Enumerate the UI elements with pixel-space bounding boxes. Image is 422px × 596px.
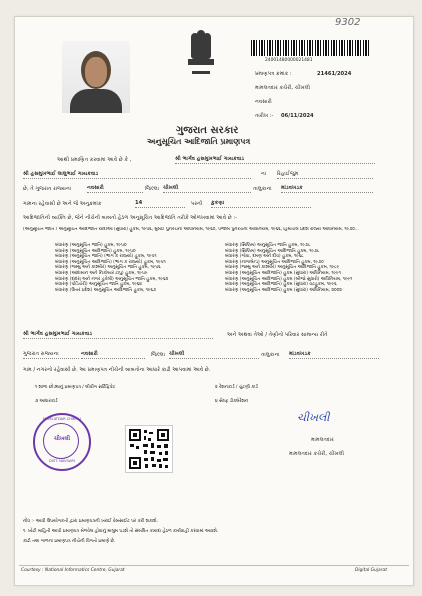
order-item: બંધારણ (આંદામાન અને નિકોબાર ટાપુ) હુકમ, ૧૯૫૯ [55, 270, 148, 276]
village-value: માંડવખડક [281, 185, 373, 193]
taluka-label: તાલુકાના [253, 186, 272, 192]
tribe-name: કુકણા [211, 200, 311, 208]
residence-taluka-label: તાલુકાના [261, 352, 280, 358]
order-item: બંધારણ (અનુસૂચિત જાતિ) હુકમ, ૧૯૫૦ [55, 243, 127, 248]
orders-left-list [55, 243, 225, 293]
footer-courtesy: Courtesy : National Informatics Centre, Gujarat [21, 568, 125, 573]
order-item: બંધારણ (જમ્મુ અને કાશ્મીર) અનુસૂચિત આદિજાતિ હુકમ, ૧૯૮૯ [225, 265, 340, 271]
order-item: બંધારણ (અનુસૂચિત આદિજાતિ) હુકમ, ૧૯૫૦ [55, 248, 136, 254]
orders-right-list [225, 243, 405, 293]
cert-number-label: પ્રમાણપત્ર ક્રમાંક : [255, 71, 292, 77]
person-name: શ્રી ભાર્ગવ હસમુખભાઈ ગાયકવાડ [23, 331, 213, 339]
order-item: બંધારણ (ઉત્તર પ્રદેશ) અનુસૂચિત આદિજાતિ હુકમ, ૧૯૬૭ [55, 287, 156, 293]
order-item: બંધારણ (અનુસૂચિત આદિજાતિ) હુકમ (સુધારા) અધિનિયમ, ૨૦૦૨ [225, 287, 342, 293]
cert-number: 21461/2024 [317, 71, 352, 77]
order-item: બંધારણ (સિક્કિમ) અનુસૂચિત જાતિ હુકમ, ૧૯૭૮ [225, 243, 311, 248]
handwritten-number: 9302 [335, 17, 361, 28]
order-item: બંધારણ (સિક્કિમ) અનુસૂચિત આદિજાતિ હુકમ, ૧૯૭૮ [225, 248, 320, 254]
document-item: ૩ આધારકાર્ડ [35, 399, 58, 404]
document-item: ૪ સેલ્ફ ડીક્લેરેશન [215, 399, 249, 404]
district-value: નવસારી [87, 185, 143, 193]
residence-intro: ગુજરાત રાજ્યના [23, 351, 79, 359]
note-line: નોંધ :- આવી ઉપયોગકર્તા દ્વારા પ્રમાણપત્રની ખરાઈ વેબસાઈટ પર કરી શકાશે. [23, 519, 158, 524]
officer-signature: ચીખલી [297, 411, 330, 424]
order-item: બંધારણ (અનુસૂચિત આદિજાતિ) હુકમ (સુધારા) વટહુકમ, ૧૯૯૬ [225, 282, 337, 288]
date-label: તારીખ :- [255, 113, 274, 119]
official-seal: MAMLATDAR CHIKHLI ચીખલી DIST. NAVSARI [33, 413, 91, 471]
person-suffix: અને અથવા તેઓ / તેણીનો પરિવાર સામાન્ય રીતે [227, 332, 328, 338]
order-item: બંધારણ (અનુસૂચિત આદિજાતિ) હુકમ (બીજો સુધારો) અધિનિયમ, ૧૯૯૧ [225, 276, 353, 282]
line5-text: આદિજાતિની વ્યક્તિ છે, જેને નીચેની બાબતો હેઠળ અનુસૂચિત આદિજાતિ તરીકે ઓળખવામાં આવે છે :- [23, 215, 238, 221]
line4-intro: ગામના રહેવાસી છે અને જે અનુક્રમાંક [23, 201, 102, 207]
footer-digital-gujarat: Digital Gujarat [355, 568, 387, 573]
certificate-title: ગુજરાત સરકાર [176, 125, 239, 136]
order-item: બંધારણ (પોંડિચેરી) અનુસૂચિત જાતિ હુકમ, ૧૯૬૪ [55, 282, 142, 288]
issue-date: 06/11/2024 [281, 113, 314, 119]
residence-district-label: જિલ્લા [151, 352, 165, 358]
document-item: ૨ રેશનકાર્ડ / ચુંટણી કાર્ડ [215, 385, 258, 390]
document-item: ૧ શાળા છોડ્યાનું પ્રમાણપત્ર / લીવીંગ સર્ટિફિકેટ [35, 385, 116, 390]
order-item: બંધારણ (જમ્મુ અને કાશ્મીર) અનુસૂચિત જાતિ હુકમ, ૧૯૫૬ [55, 265, 161, 271]
serial-number: 14 [135, 200, 185, 208]
barcode-number: 24001480000021481 [265, 58, 313, 63]
residence-statement: ગામ / નગરનો રહેવાસી છે. આ પ્રમાણપત્ર નીચેની બાબતોના આધારે કાઢી આપવામાં આવે છે. [23, 367, 211, 373]
issuing-office: મામલતદાર કચેરી, ચીખલી [255, 85, 311, 91]
applicant-name: શ્રી ભાર્ગવ હસમુખભાઈ ગાયકવાડ [175, 156, 375, 164]
order-item: બંધારણ (દાદરા અને નગર હવેલી) અનુસૂચિત જાતિ હુકમ, ૧૯૬૨ [55, 276, 169, 282]
line3-intro: છે, તે ગુજરાત રાજ્યના [23, 186, 72, 192]
residence-taluka: ચીખલી [169, 351, 259, 359]
issuing-district: નવસારી [255, 99, 272, 105]
barcode [251, 40, 369, 56]
line1-intro: આથી પ્રમાણિત કરવામાં આવે છે કે , [57, 157, 132, 163]
order-item: બંધારણ (ગોવા, દમણ અને દીવ) હુકમ, ૧૯૬૮ [225, 254, 304, 260]
taluka-value: ચીખલી [163, 185, 251, 193]
note-line: કાઢી તથા ગાળના પ્રમાણપત્ર નીચેની વિગતો પ્રમાણે છે. [23, 539, 116, 544]
certificate-subtitle: અનુસૂચિત આદિજાતિ પ્રમાણપત્ર [147, 137, 251, 146]
line4-connector: પરની [191, 201, 203, 207]
line2-connector: ના [261, 171, 267, 177]
order-item: બંધારણ (અનુસૂચિત જાતિ) (ભાગ ક રાજ્યો) હુકમ, ૧૯૫૧ [55, 254, 157, 260]
district-label: જિલ્લા [145, 186, 159, 192]
order-item: બંધારણ (અનુસૂચિત આદિજાતિ) હુકમ (સુધારા) અધિનિયમ, ૧૯૯૧ [225, 270, 341, 276]
residence-district: નવસારી [81, 351, 145, 359]
father-name: શ્રી હસમુખભાઈ લાલુભાઈ ગાયકવાડ [23, 171, 251, 179]
officer-office: મામલતદાર કચેરી, ચીખલી [289, 451, 345, 457]
relation: રિહાઈજુમ [277, 171, 373, 179]
verification-qr-code [125, 425, 173, 473]
officer-title: મામલતદાર [311, 437, 334, 443]
order-item: બંધારણ (અનુસૂચિત આદિજાતિ) (ભાગ ક રાજ્યો) હુકમ, ૧૯૫૧ [55, 259, 166, 265]
legal-reference: (અનુસૂચિત જાતિ / અનુસૂચિત આદિજાતિ યાદીઓ (સુધારા) હુકમ, ૧૯૫૬, મુંબઈ પુનર્રચના અધિનિયમ, ૧૯૬૦, પંજાબ પુનર્રચના અધિનિયમ, ૧૯૬૬, હિમાચલ પ્રદેશ રાજ્ય અધિનિયમ, ૧૯૭૦... [23, 227, 359, 232]
applicant-photo [62, 41, 130, 113]
residence-village: માંડવખડક [289, 351, 379, 359]
certificate-page [14, 16, 414, 586]
note-line: ૧. ખોટી માહિતી આપી પ્રમાણપત્ર મેળવેલ હોવાનું માલુમ પડશે તો સંબંધિત કાયદા હેઠળ કાર્યવાહી કરવામાં આવશે. [23, 529, 219, 534]
order-item: બંધારણ (નાગાલેન્ડ) અનુસૂચિત આદિજાતિ હુકમ, ૧૯૭૦ [225, 259, 324, 265]
national-emblem-icon [183, 29, 219, 81]
